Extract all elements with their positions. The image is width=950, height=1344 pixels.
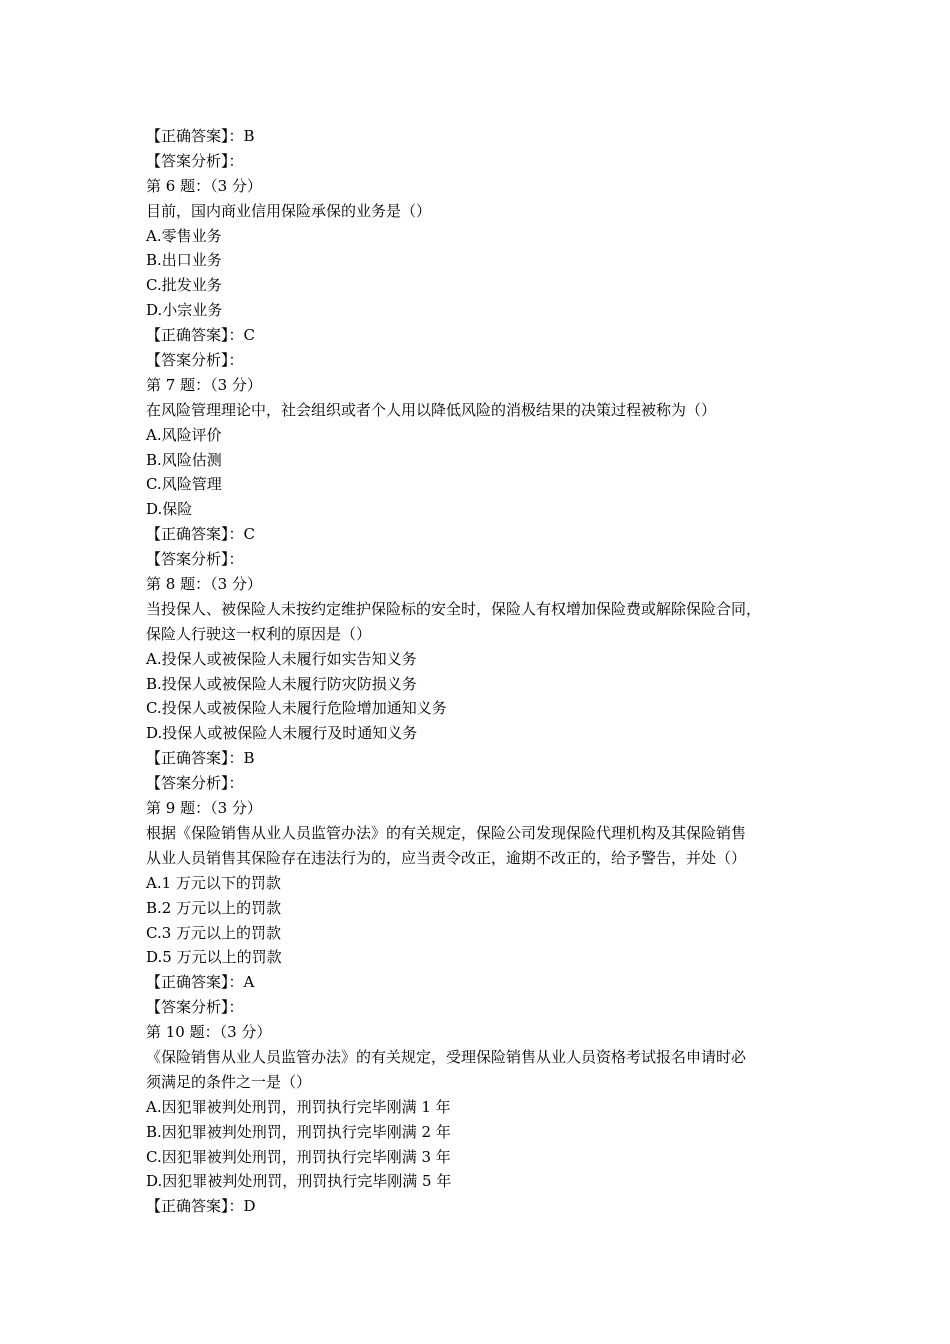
answer-line: 【正确答案】：C xyxy=(146,525,255,544)
question-header: 第 7 题：（3 分） xyxy=(146,375,262,394)
document-body xyxy=(146,124,818,1219)
question-text: 《保险销售从业人员监管办法》的有关规定，受理保险销售从业人员资格考试报名申请时必 xyxy=(146,1047,747,1066)
answer-line: 【正确答案】：C xyxy=(146,326,255,345)
question-text-continued: 须满足的条件之一是（） xyxy=(146,1072,312,1091)
question-text: 目前，国内商业信用保险承保的业务是（） xyxy=(146,201,432,220)
question-text-continued: 保险人行驶这一权利的原因是（） xyxy=(146,624,372,643)
option-a: A.投保人或被保险人未履行如实告知义务 xyxy=(146,649,417,668)
option-d: D.保险 xyxy=(146,500,193,519)
option-c: C.3 万元以上的罚款 xyxy=(146,923,282,942)
question-text-continued: 从业人员销售其保险存在违法行为的，应当责令改正，逾期不改正的，给予警告，并处（） xyxy=(146,848,747,867)
question-header: 第 9 题：（3 分） xyxy=(146,799,262,818)
option-d: D.投保人或被保险人未履行及时通知义务 xyxy=(146,724,418,743)
analysis-line: 【答案分析】： xyxy=(146,998,244,1017)
answer-line: 【正确答案】：D xyxy=(146,1197,256,1216)
analysis-line: 【答案分析】： xyxy=(146,151,244,170)
question-text: 在风险管理理论中，社会组织或者个人用以降低风险的消极结果的决策过程被称为（） xyxy=(146,400,717,419)
question-text: 当投保人、被保险人未按约定维护保险标的安全时，保险人有权增加保险费或解除保险合同， xyxy=(146,599,762,618)
option-b: B.出口业务 xyxy=(146,251,222,270)
option-d: D.因犯罪被判处刑罚，刑罚执行完毕刚满 5 年 xyxy=(146,1172,452,1191)
option-c: C.投保人或被保险人未履行危险增加通知义务 xyxy=(146,699,447,718)
option-b: B.风险估测 xyxy=(146,450,222,469)
answer-line: 【正确答案】：B xyxy=(146,127,255,145)
question-header: 第 8 题：（3 分） xyxy=(146,575,262,594)
question-header: 第 10 题：（3 分） xyxy=(146,1023,272,1042)
option-b: B.2 万元以上的罚款 xyxy=(146,898,282,917)
option-b: B.投保人或被保险人未履行防灾防损义务 xyxy=(146,674,417,693)
option-a: A.零售业务 xyxy=(146,226,222,245)
analysis-line: 【答案分析】： xyxy=(146,774,244,793)
answer-line: 【正确答案】：A xyxy=(146,973,255,992)
answer-line: 【正确答案】：B xyxy=(146,749,255,768)
option-a: A.风险评价 xyxy=(146,425,222,444)
option-c: C.批发业务 xyxy=(146,276,222,295)
option-b: B.因犯罪被判处刑罚，刑罚执行完毕刚满 2 年 xyxy=(146,1122,451,1141)
question-text: 根据《保险销售从业人员监管办法》的有关规定，保险公司发现保险代理机构及其保险销售 xyxy=(146,823,747,842)
analysis-line: 【答案分析】： xyxy=(146,550,244,569)
option-a: A.因犯罪被判处刑罚，刑罚执行完毕刚满 1 年 xyxy=(146,1097,451,1116)
option-a: A.1 万元以下的罚款 xyxy=(146,873,281,892)
option-d: D.小宗业务 xyxy=(146,301,223,320)
option-c: C.风险管理 xyxy=(146,475,222,494)
question-header: 第 6 题：（3 分） xyxy=(146,176,262,195)
option-c: C.因犯罪被判处刑罚，刑罚执行完毕刚满 3 年 xyxy=(146,1147,451,1166)
option-d: D.5 万元以上的罚款 xyxy=(146,948,282,967)
analysis-line: 【答案分析】： xyxy=(146,351,244,370)
